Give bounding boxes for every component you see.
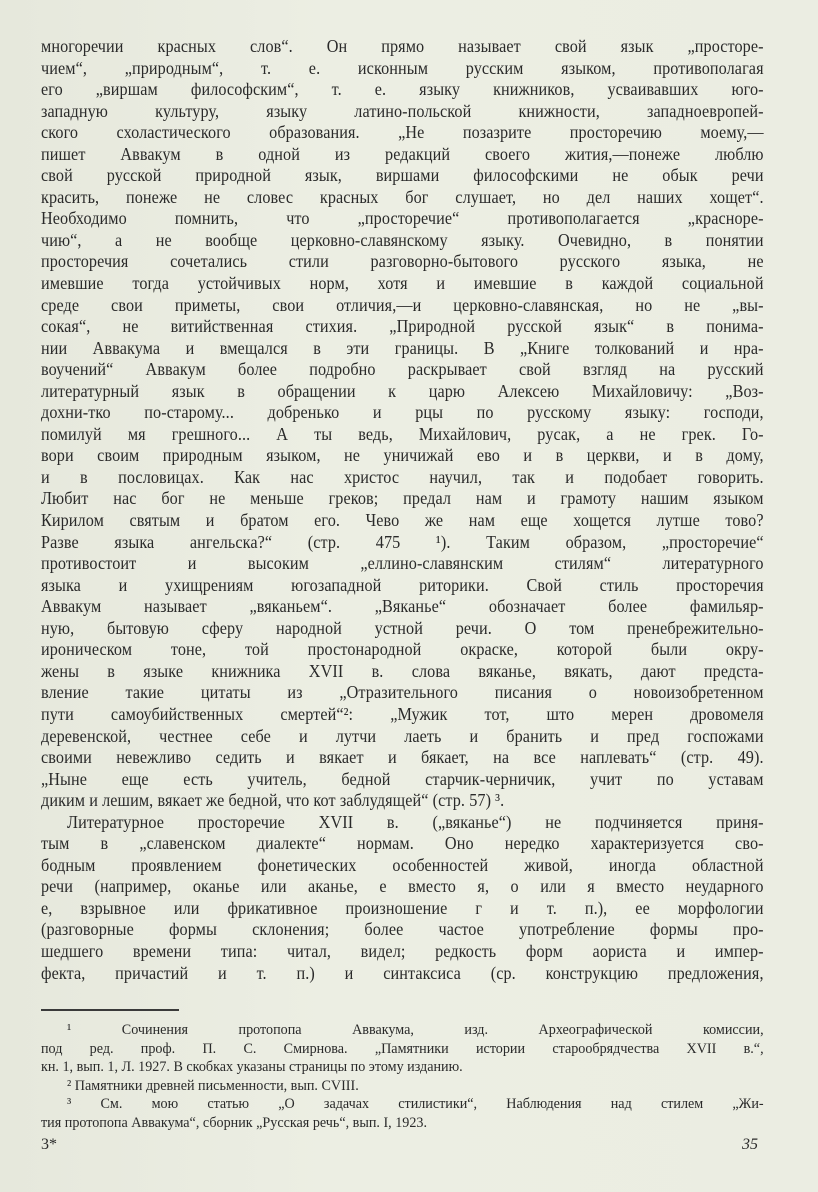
footnote-2-line: ² Памятники древней письменности, вып. CVIII. [67, 1076, 359, 1094]
text-line: красить, понеже не словес красных бог слушает, но дел наших хощет“. [41, 186, 764, 207]
text-line: пути самоубийственных смертей“²: „Мужик тот, што мерен дровомеля [41, 703, 764, 724]
footnote-1-line: ¹ Сочинения протопопа Аввакума, изд. Археографической комиссии, [67, 1021, 764, 1038]
footnote-1-line: под ред. проф. П. С. Смирнова. „Памятники истории старообрядчества XVII в.“, [41, 1039, 764, 1057]
text-line: противостоит и высоким „еллино-славянским стилям“ литературного [41, 553, 764, 574]
paragraph-start-line: Литературное просторечие XVII в. („вяканье“) не подчиняется приня- [67, 811, 764, 832]
text-line: просторечия сочетались стили разговорно-бытового русского языка, не [41, 251, 764, 272]
text-line: вление такие цитаты из „Отразительного писания о новоизобретенном [41, 682, 764, 703]
text-line: дохни-тко по-старому... добренько и рцы по русскому языку: господи, [41, 402, 764, 423]
text-line: языка и ухищрениям югозападной риторики. Свой стиль просторечия [41, 574, 764, 595]
text-line: литературный язык в обращении к царю Алексею Михайловичу: „Воз- [41, 380, 764, 401]
text-line: среде свои приметы, свои отличия,—и церковно-славянская, но не „вы- [41, 294, 764, 315]
text-line: чием“, „природным“, т. е. исконным русским языком, противополагая [41, 57, 764, 78]
text-line: Аввакум называет „вяканьем“. „Вяканье“ обозначает более фамильяр- [41, 596, 764, 617]
text-line: тым в „славенском диалекте“ нормам. Оно нередко характеризуется сво- [41, 833, 764, 854]
text-line: диким и лешим, вякает же бедной, что кот заблудящей“ (стр. 57) ³. [41, 790, 505, 811]
text-line: бодным проявлением фонетических особенностей живой, иногда областной [41, 854, 764, 875]
text-line: деревенской, честнее себе и лутчи лаеть и бранить и пред госпожами [41, 725, 764, 746]
text-line: Любит нас бог не меньше греков; предал нам и грамоту нашим языком [41, 488, 764, 509]
footnote-divider [41, 1009, 179, 1011]
text-line: свой русской природной язык, виршами философскими не обык речи [41, 165, 764, 186]
text-line: ского схоластического образования. „Не позазрите просторечию моему,— [41, 122, 764, 143]
footnotes [41, 1021, 764, 1133]
text-line: воучений“ Аввакум более подробно раскрывает свой взгляд на русский [41, 359, 764, 380]
text-line: шедшего времени типа: читал, видел; редкость форм аориста и импер- [41, 940, 764, 961]
footnote-1-line: кн. 1, вып. 1, Л. 1927. В скобках указаны страницы по этому изданию. [41, 1058, 463, 1076]
text-line: Кирилом святым и братом его. Чево же нам еще хощется лутше тово? [41, 510, 764, 531]
text-line: вори своим природным языком, не уничижай ево и в церкви, и в дому, [41, 445, 764, 466]
main-text [41, 36, 764, 984]
text-line: имевшие тогда устойчивых норм, хотя и имевшие в каждой социальной [41, 273, 764, 294]
text-line: жены в языке книжника XVII в. слова вяканье, вякать, дают предста- [41, 660, 764, 681]
text-line: западную культуру, языку латино-польской книжности, западноевропей- [41, 100, 764, 121]
text-line: помилуй мя грешного... А ты ведь, Михайлович, русак, а не грек. Го- [41, 423, 764, 444]
text-line: своими невежливо седить и вякает и бякает, на все наплевать“ (стр. 49). [41, 747, 764, 768]
text-line: Необходимо помнить, что „просторечие“ противополагается „красноре- [41, 208, 764, 229]
text-line: речи (например, оканье или аканье, е вместо я, о или я вместо неударного [41, 876, 764, 897]
footnote-3-line: тия протопопа Аввакума“, сборник „Русская речь“, вып. I, 1923. [41, 1113, 428, 1131]
text-line: е, взрывное или фрикативное произношение г и т. п.), ее морфологии [41, 897, 764, 918]
text-line: фекта, причастий и т. п.) и синтаксиса (ср. конструкцию предложения, [41, 962, 764, 983]
text-line: и в пословицах. Как нас христос научил, так и подобает говорить. [41, 466, 764, 487]
text-line: „Ныне еще есть учитель, бедной старчик-черничик, учит по уставам [41, 768, 764, 789]
text-line: многоречии красных слов“. Он прямо называет свой язык „просторе- [41, 36, 764, 56]
text-line: пишет Аввакум в одной из редакций своего жития,—понеже люблю [41, 143, 764, 164]
text-line: (разговорные формы склонения; более частое употребление формы про- [41, 919, 764, 940]
text-line: ироническом тоне, той простонародной окраске, которой были окру- [41, 639, 764, 660]
text-line: его „виршам философским“, т. е. языку книжников, усваивавших юго- [41, 79, 764, 100]
text-line: сокая“, не витийственная стихия. „Природной русской язык“ в понима- [41, 316, 764, 337]
printer-signature-mark: 3* [41, 1136, 57, 1153]
text-line: нии Аввакума и вмещался в эти границы. В „Книге толкований и нра- [41, 337, 764, 358]
text-line: ную, бытовую сферу народной устной речи. О том пренебрежительно- [41, 617, 764, 638]
page-number: 35 [742, 1136, 758, 1153]
footnote-3-line: ³ См. мою статью „О задачах стилистики“, Наблюдения над стилем „Жи- [67, 1095, 764, 1113]
text-line: Разве языка ангельска?“ (стр. 475 ¹). Таким образом, „просторечие“ [41, 531, 764, 552]
text-line: чию“, а не вообще церковно-славянскому языку. Очевидно, в понятии [41, 229, 764, 250]
